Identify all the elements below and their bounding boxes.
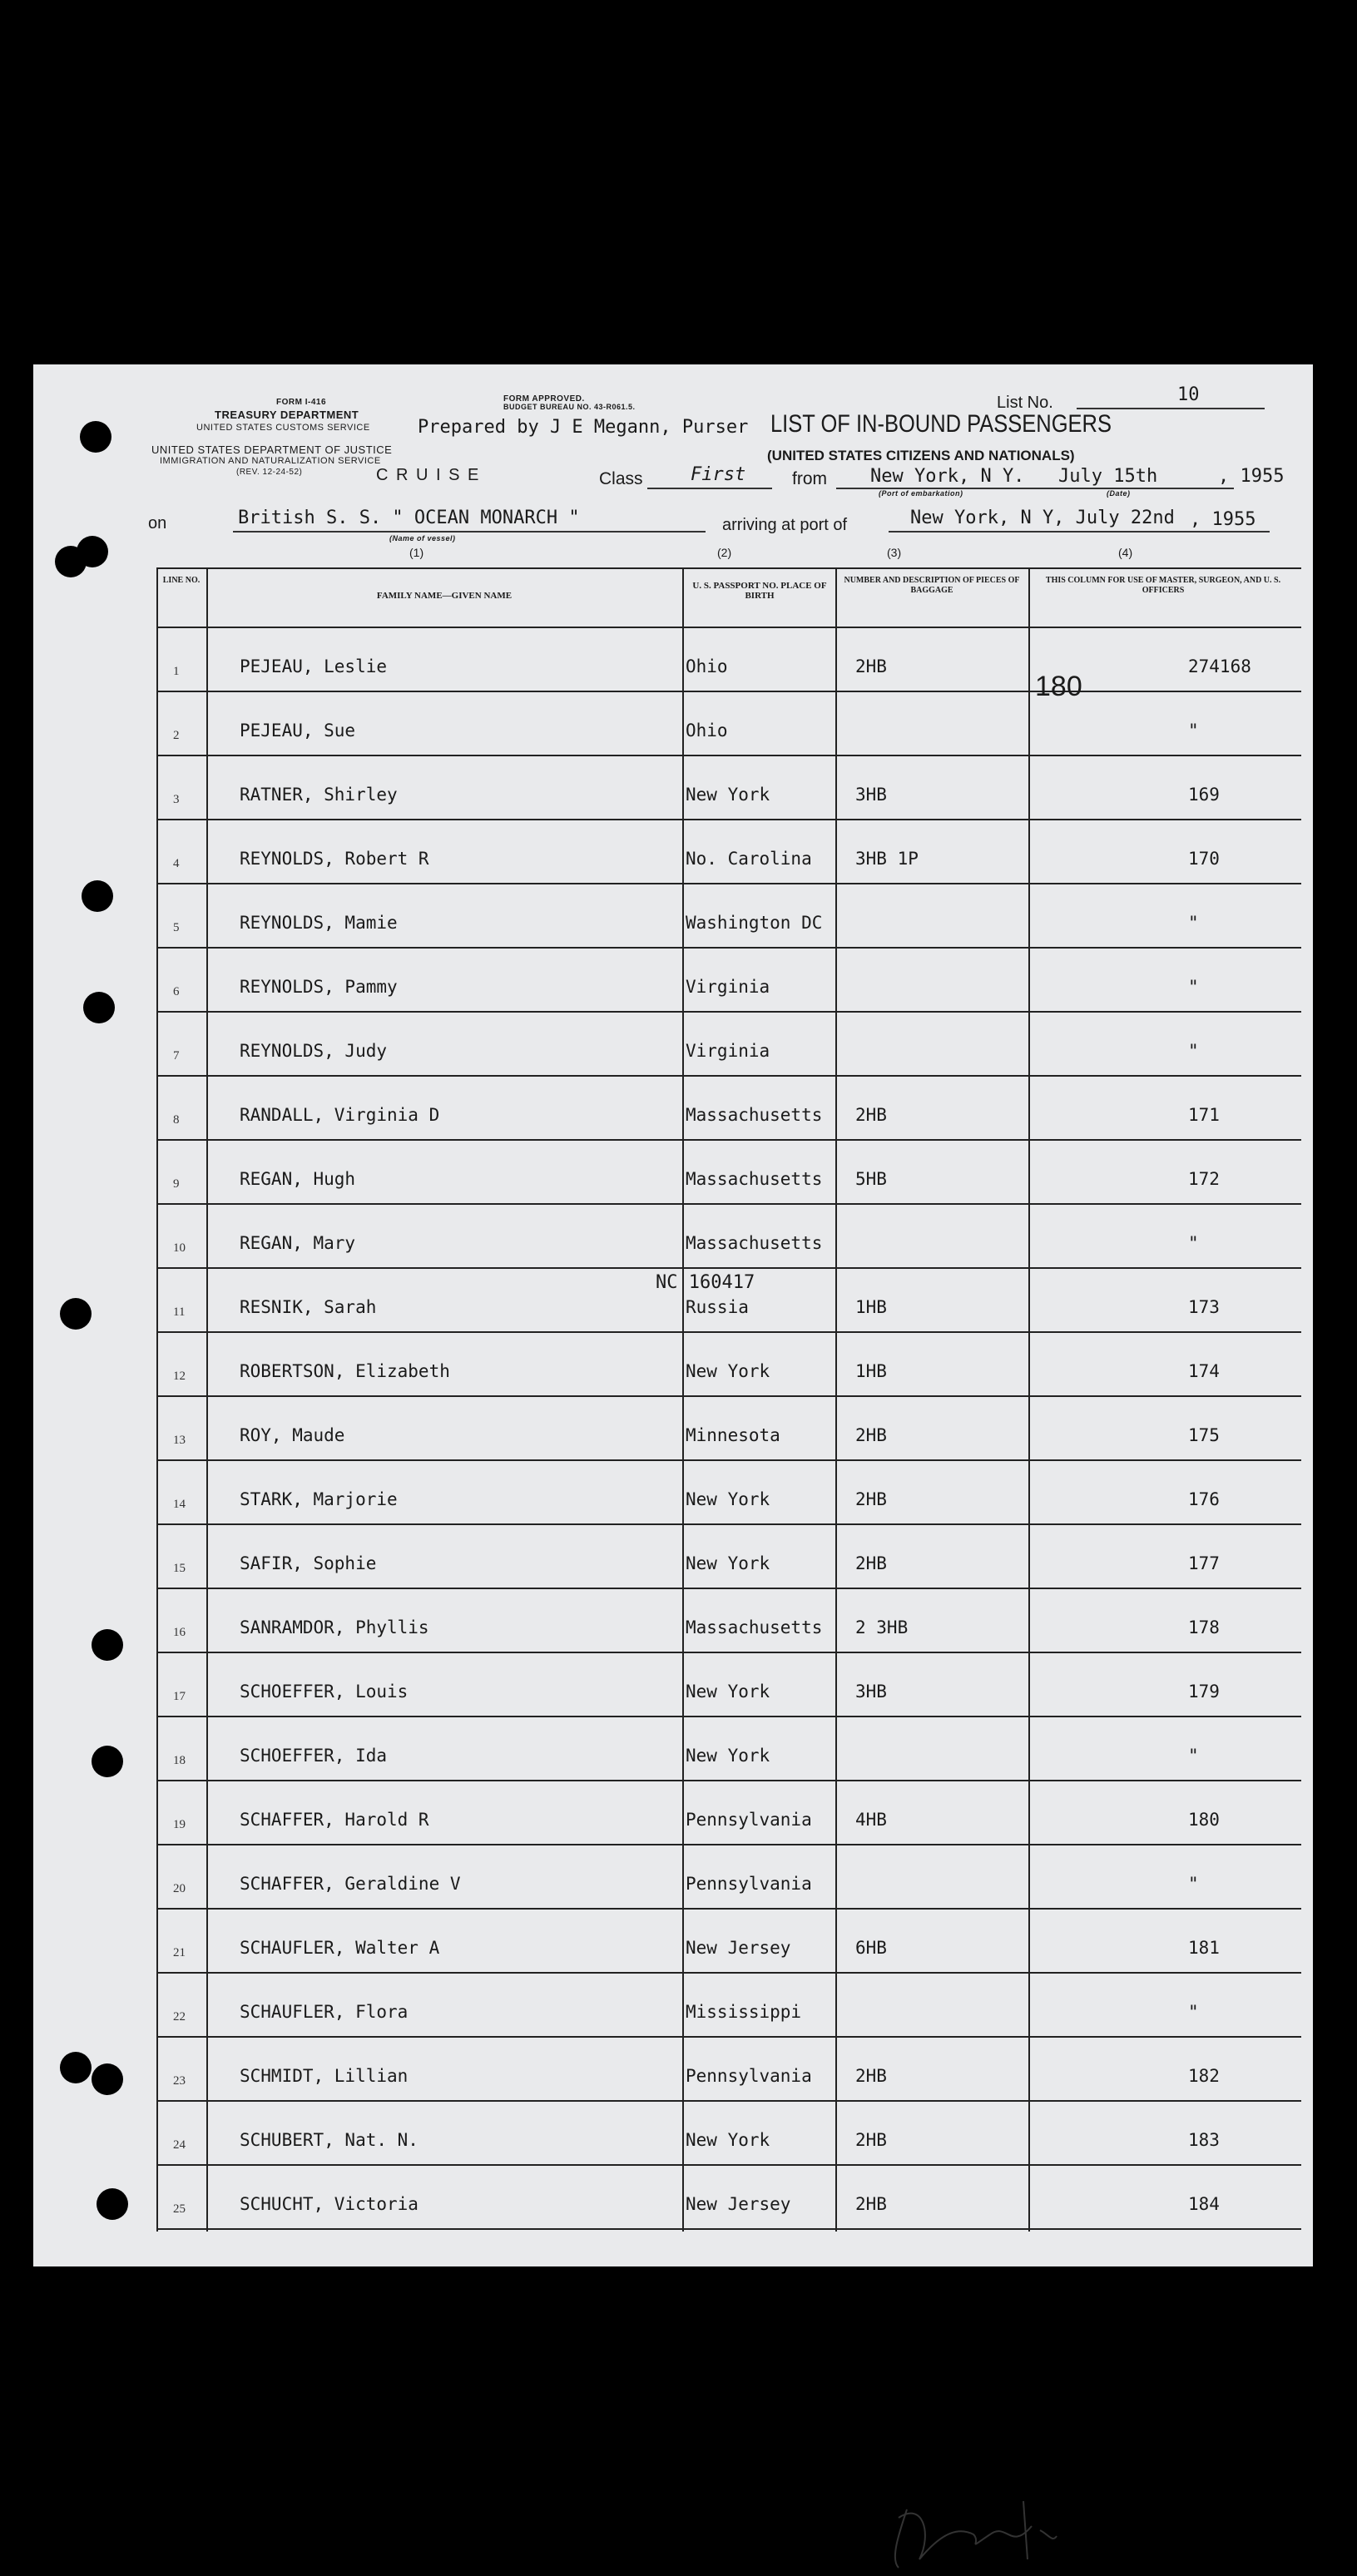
passenger-name: SCHAUFLER, Flora	[240, 2002, 409, 2022]
officer-note: 172	[1188, 1169, 1220, 1189]
officer-note: 178	[1188, 1617, 1220, 1637]
officer-note: "	[1188, 913, 1199, 933]
passenger-name: SANRAMDOR, Phyllis	[240, 1617, 429, 1637]
form-approved: FORM APPROVED.	[503, 394, 585, 404]
baggage: 1HB	[855, 1361, 887, 1381]
passenger-name: PEJEAU, Leslie	[240, 656, 388, 676]
punch-hole	[60, 2052, 92, 2083]
baggage: 3HB	[855, 1682, 887, 1702]
place-of-birth: Virginia	[686, 977, 770, 997]
place-of-birth: Massachusetts	[686, 1233, 823, 1253]
row-divider	[156, 1972, 1301, 1974]
punch-hole	[55, 546, 87, 577]
passenger-name: SCHOEFFER, Louis	[240, 1682, 409, 1702]
passenger-name: REYNOLDS, Robert R	[240, 849, 429, 869]
row-divider	[156, 1780, 1301, 1781]
date-caption: (Date)	[1107, 489, 1131, 498]
line-number: 11	[173, 1305, 186, 1319]
row-divider	[156, 1203, 1301, 1205]
officer-note: 180	[1188, 1810, 1220, 1830]
officer-note: "	[1188, 2002, 1199, 2022]
officer-note: 183	[1188, 2130, 1220, 2150]
row-divider	[156, 1844, 1301, 1845]
place-of-birth: New York	[686, 785, 770, 805]
place-of-birth: New York	[686, 1682, 770, 1702]
officer-note: 175	[1188, 1425, 1220, 1445]
place-of-birth: Virginia	[686, 1041, 770, 1061]
officer-note: "	[1188, 1233, 1199, 1253]
officer-note: "	[1188, 721, 1199, 741]
header-officers: THIS COLUMN FOR USE OF MASTER, SURGEON, AND U. S. OFFICERS	[1045, 576, 1281, 595]
row-divider	[156, 2164, 1301, 2166]
manifest-title: LIST OF IN-BOUND PASSENGERS	[770, 410, 1112, 438]
line-number: 14	[173, 1498, 186, 1511]
col-num-3: (3)	[887, 546, 902, 559]
passenger-name: RANDALL, Virginia D	[240, 1105, 440, 1125]
officer-note: "	[1188, 1746, 1199, 1766]
passenger-name: SAFIR, Sophie	[240, 1553, 377, 1573]
row-divider	[156, 1011, 1301, 1013]
revision: (REV. 12-24-52)	[236, 468, 303, 477]
place-of-birth: Massachusetts	[686, 1617, 823, 1637]
list-no: 10	[1177, 384, 1200, 405]
passenger-name: SCHOEFFER, Ida	[240, 1746, 388, 1766]
place-of-birth: Massachusetts	[686, 1105, 823, 1125]
punch-hole	[80, 421, 111, 453]
manifest-table	[156, 567, 1301, 2232]
place-of-birth: Pennsylvania	[686, 1810, 812, 1830]
passenger-name: SCHAFFER, Harold R	[240, 1810, 429, 1830]
line-number: 15	[173, 1562, 186, 1575]
baggage: 6HB	[855, 1938, 887, 1958]
passenger-name: SCHAUFLER, Walter A	[240, 1938, 440, 1958]
class-value: First	[691, 464, 746, 485]
place-of-birth: New Jersey	[686, 1938, 791, 1958]
line-number: 12	[173, 1370, 186, 1383]
place-of-birth: New York	[686, 1489, 770, 1509]
baggage: 2 3HB	[855, 1617, 909, 1637]
signature-image	[874, 2484, 1065, 2576]
line-number: 4	[173, 857, 180, 870]
officer-note: 171	[1188, 1105, 1220, 1125]
passenger-name: REYNOLDS, Mamie	[240, 913, 398, 933]
passenger-name: SCHUCHT, Victoria	[240, 2194, 418, 2214]
officer-note: "	[1188, 977, 1199, 997]
class-label: Class	[599, 469, 643, 488]
line-number: 21	[173, 1946, 186, 1959]
passenger-name: ROBERTSON, Elizabeth	[240, 1361, 450, 1381]
place-of-birth: Ohio	[686, 721, 728, 741]
line-number: 20	[173, 1882, 186, 1895]
on-label: on	[148, 514, 167, 533]
officer-note: "	[1188, 1041, 1199, 1061]
passport-number: NC 160417	[656, 1272, 755, 1293]
justice-dept: UNITED STATES DEPARTMENT OF JUSTICE	[151, 443, 393, 456]
row-divider	[156, 947, 1301, 949]
baggage: 2HB	[855, 1105, 887, 1125]
row-divider	[156, 1716, 1301, 1717]
line-number: 3	[173, 793, 180, 806]
line-number: 18	[173, 1754, 186, 1767]
customs-service: UNITED STATES CUSTOMS SERVICE	[196, 423, 370, 433]
from-label: from	[792, 469, 827, 488]
place-of-birth: New York	[686, 1361, 770, 1381]
col-num-4: (4)	[1118, 546, 1133, 559]
line-number: 13	[173, 1434, 186, 1447]
line-number: 16	[173, 1626, 186, 1639]
row-divider	[156, 2036, 1301, 2038]
cruise-label: C R U I S E	[376, 466, 481, 484]
place-of-birth: No. Carolina	[686, 849, 812, 869]
baggage: 2HB	[855, 1489, 887, 1509]
row-divider	[156, 1459, 1301, 1461]
row-divider	[156, 819, 1301, 820]
punch-hole	[92, 2063, 123, 2095]
officer-note: 181	[1188, 1938, 1220, 1958]
line-number: 22	[173, 2010, 186, 2024]
header-passport: U. S. PASSPORT NO. PLACE OF BIRTH	[692, 581, 827, 601]
from-year: , 1955	[1218, 466, 1285, 487]
officer-note: 184	[1188, 2194, 1220, 2214]
row-divider	[156, 2100, 1301, 2102]
arrival-year: , 1955	[1190, 509, 1256, 530]
officer-note: 170	[1188, 849, 1220, 869]
place-of-birth: Pennsylvania	[686, 1874, 812, 1894]
punch-hole	[92, 1629, 123, 1661]
line-number: 7	[173, 1049, 180, 1063]
treasury-dept: TREASURY DEPARTMENT	[215, 409, 359, 421]
col-num-1: (1)	[409, 546, 424, 559]
punch-hole	[60, 1298, 92, 1330]
officer-note: "	[1188, 1874, 1199, 1894]
handwritten-note: 180	[1035, 671, 1082, 702]
row-divider	[156, 1652, 1301, 1653]
line-number: 8	[173, 1113, 180, 1127]
line-number: 2	[173, 729, 180, 742]
line-number: 6	[173, 985, 180, 998]
officer-note: 177	[1188, 1553, 1220, 1573]
place-of-birth: Pennsylvania	[686, 2066, 812, 2086]
officer-note: 174	[1188, 1361, 1220, 1381]
punch-hole	[83, 992, 115, 1023]
row-divider	[156, 1139, 1301, 1141]
vessel-name: British S. S. " OCEAN MONARCH "	[238, 508, 580, 528]
place-of-birth: Russia	[686, 1297, 749, 1317]
officer-note: 173	[1188, 1297, 1220, 1317]
port-caption: (Port of embarkation)	[879, 489, 963, 498]
row-divider	[156, 883, 1301, 884]
place-of-birth: New York	[686, 1746, 770, 1766]
line-number: 10	[173, 1241, 186, 1255]
row-divider	[156, 1331, 1301, 1333]
baggage: 2HB	[855, 1425, 887, 1445]
row-divider	[156, 1908, 1301, 1910]
passenger-name: ROY, Maude	[240, 1425, 345, 1445]
line-number: 24	[173, 2138, 186, 2152]
line-number: 25	[173, 2202, 186, 2216]
place-of-birth: Mississippi	[686, 2002, 802, 2022]
baggage: 2HB	[855, 2194, 887, 2214]
header-baggage: NUMBER AND DESCRIPTION OF PIECES OF BAGGAGE	[844, 576, 1020, 595]
line-number: 1	[173, 665, 180, 678]
punch-hole	[92, 1746, 123, 1777]
arrival-port-date: New York, N Y, July 22nd	[910, 508, 1175, 528]
punch-hole	[97, 2188, 128, 2220]
passenger-name: REGAN, Mary	[240, 1233, 356, 1253]
row-divider	[156, 1395, 1301, 1397]
manifest-sheet	[33, 364, 1313, 2266]
row-divider	[156, 1075, 1301, 1077]
place-of-birth: Minnesota	[686, 1425, 780, 1445]
header-line-no: LINE NO.	[162, 576, 201, 585]
arriving-label: arriving at port of	[722, 516, 848, 534]
line-number: 9	[173, 1177, 180, 1191]
prepared-by: Prepared by J E Megann, Purser	[418, 417, 749, 438]
from-port: New York, N Y.	[870, 466, 1025, 487]
baggage: 2HB	[855, 2130, 887, 2150]
row-divider	[156, 2228, 1301, 2230]
list-no-label: List No.	[997, 394, 1053, 412]
passenger-name: SCHMIDT, Lillian	[240, 2066, 409, 2086]
manifest-subtitle: (UNITED STATES CITIZENS AND NATIONALS)	[767, 448, 1075, 463]
officer-note: 176	[1188, 1489, 1220, 1509]
vessel-caption: (Name of vessel)	[389, 534, 456, 542]
baggage: 2HB	[855, 2066, 887, 2086]
officer-note: 169	[1188, 785, 1220, 805]
baggage: 4HB	[855, 1810, 887, 1830]
passenger-name: REYNOLDS, Pammy	[240, 977, 398, 997]
line-number: 23	[173, 2074, 186, 2088]
row-divider	[156, 1588, 1301, 1589]
col-num-2: (2)	[717, 546, 732, 559]
place-of-birth: Ohio	[686, 656, 728, 676]
passenger-name: REYNOLDS, Judy	[240, 1041, 388, 1061]
passenger-name: REGAN, Hugh	[240, 1169, 356, 1189]
line-number: 5	[173, 921, 180, 934]
baggage: 3HB 1P	[855, 849, 919, 869]
passenger-name: RESNIK, Sarah	[240, 1297, 377, 1317]
punch-hole	[82, 880, 113, 912]
passenger-name: SCHUBERT, Nat. N.	[240, 2130, 418, 2150]
baggage: 2HB	[855, 656, 887, 676]
passenger-name: SCHAFFER, Geraldine V	[240, 1874, 461, 1894]
ins-service: IMMIGRATION AND NATURALIZATION SERVICE	[160, 456, 381, 466]
line-number: 17	[173, 1690, 186, 1703]
row-divider	[156, 691, 1301, 692]
row-divider	[156, 755, 1301, 756]
place-of-birth: New York	[686, 2130, 770, 2150]
place-of-birth: Massachusetts	[686, 1169, 823, 1189]
place-of-birth: Washington DC	[686, 913, 823, 933]
row-divider	[156, 1523, 1301, 1525]
from-date: July 15th	[1058, 466, 1158, 487]
baggage: 2HB	[855, 1553, 887, 1573]
passenger-name: RATNER, Shirley	[240, 785, 398, 805]
passenger-name: STARK, Marjorie	[240, 1489, 398, 1509]
place-of-birth: New Jersey	[686, 2194, 791, 2214]
form-number: FORM I-416	[276, 398, 327, 407]
line-number: 19	[173, 1818, 186, 1831]
passenger-name: PEJEAU, Sue	[240, 721, 356, 741]
officer-note: 182	[1188, 2066, 1220, 2086]
officer-note: 274168	[1188, 656, 1251, 676]
row-divider	[156, 1267, 1301, 1269]
place-of-birth: New York	[686, 1553, 770, 1573]
budget-bureau: BUDGET BUREAU NO. 43-R061.5.	[503, 403, 636, 411]
baggage: 3HB	[855, 785, 887, 805]
officer-note: 179	[1188, 1682, 1220, 1702]
baggage: 1HB	[855, 1297, 887, 1317]
header-name: FAMILY NAME—GIVEN NAME	[376, 591, 513, 601]
baggage: 5HB	[855, 1169, 887, 1189]
